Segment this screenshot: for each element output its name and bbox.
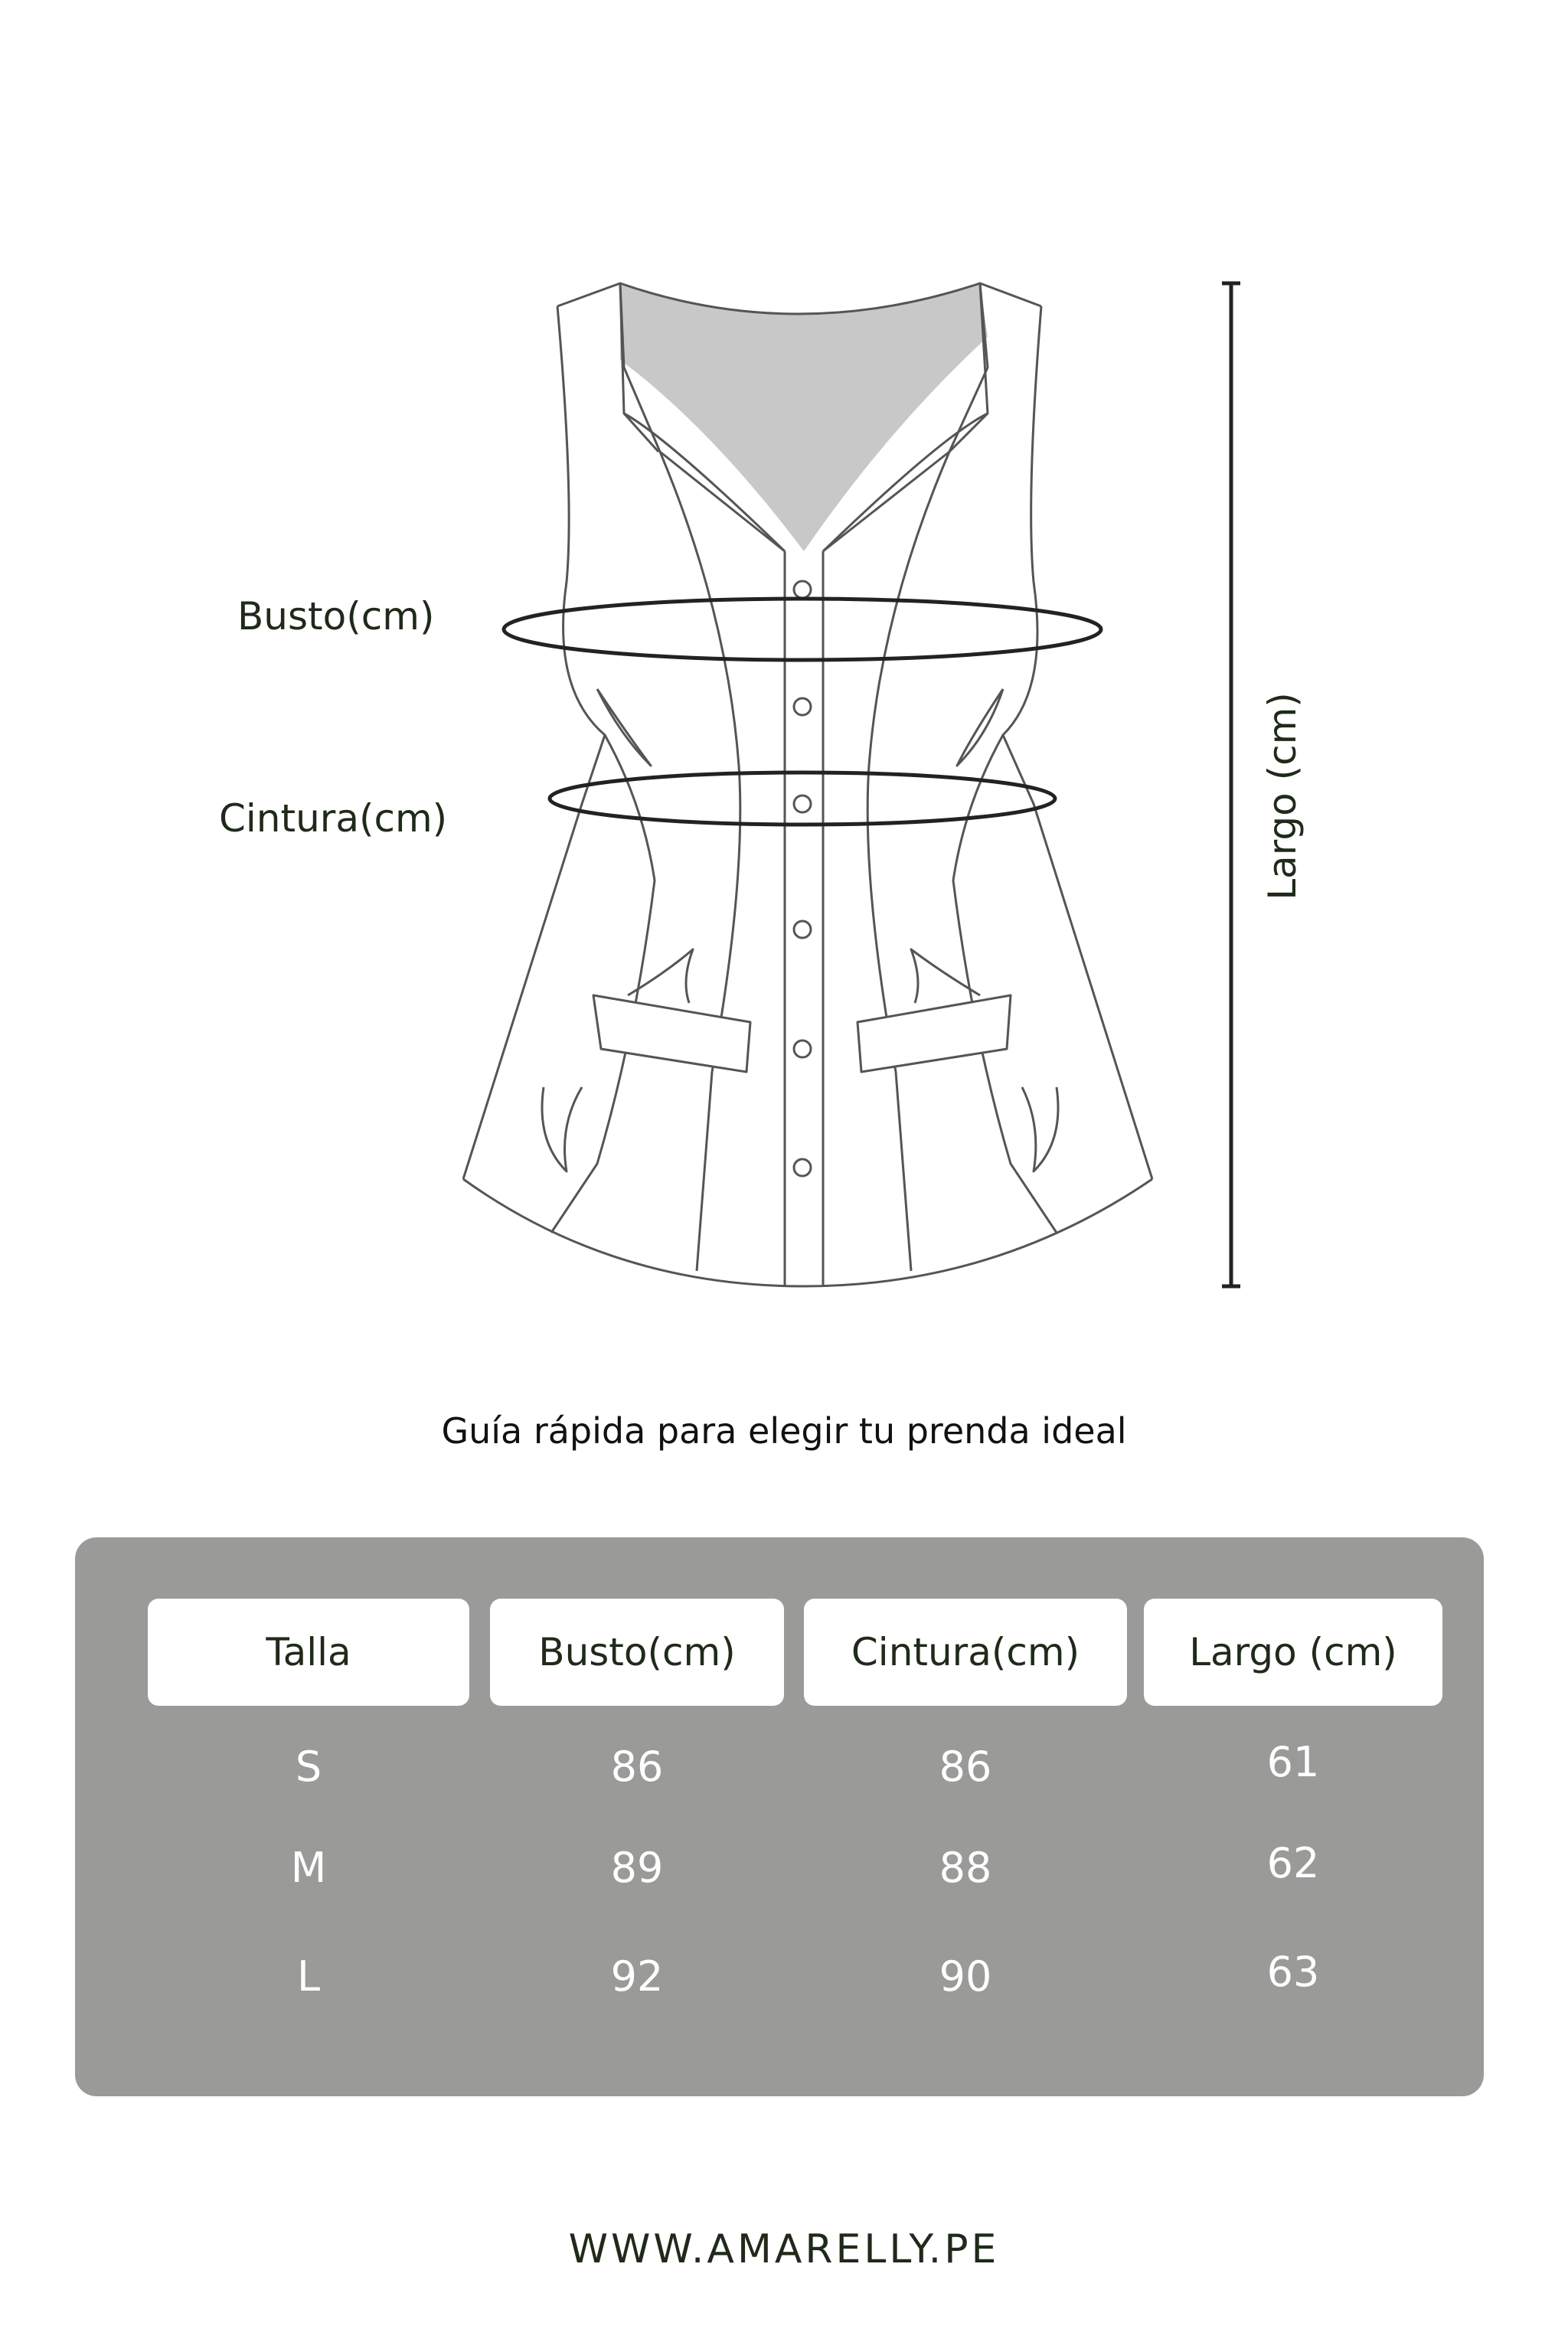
waist-label: Cintura(cm) [219, 796, 448, 841]
waist-cell: 86 [939, 1743, 992, 1791]
header-cintura: Cintura(cm) [804, 1599, 1127, 1706]
size-cell: S [295, 1743, 322, 1791]
header-largo: Largo (cm) [1144, 1599, 1442, 1706]
length-cell: 62 [1266, 1839, 1320, 1887]
length-cell: 63 [1266, 1948, 1320, 1996]
guide-subtitle: Guía rápida para elegir tu prenda ideal [441, 1410, 1127, 1452]
header-busto: Busto(cm) [490, 1599, 784, 1706]
table-row [75, 1736, 1484, 1798]
size-table [75, 1537, 1484, 2096]
length-label: Largo (cm) [1260, 692, 1305, 900]
waist-measure-ellipse [550, 773, 1055, 825]
bust-measure-ellipse [504, 599, 1101, 660]
bust-cell: 89 [610, 1844, 664, 1892]
header-talla: Talla [148, 1599, 469, 1706]
waist-cell: 90 [939, 1952, 992, 2001]
size-cell: M [290, 1844, 327, 1892]
bust-label: Busto(cm) [237, 594, 435, 639]
waist-cell: 88 [939, 1844, 992, 1892]
table-row [75, 1946, 1484, 2007]
bust-cell: 92 [610, 1952, 664, 2001]
website-link[interactable]: WWW.AMARELLY.PE [568, 2226, 1000, 2272]
bust-cell: 86 [610, 1743, 664, 1791]
size-cell: L [296, 1952, 321, 2001]
table-row [75, 1838, 1484, 1899]
length-cell: 61 [1266, 1738, 1320, 1786]
